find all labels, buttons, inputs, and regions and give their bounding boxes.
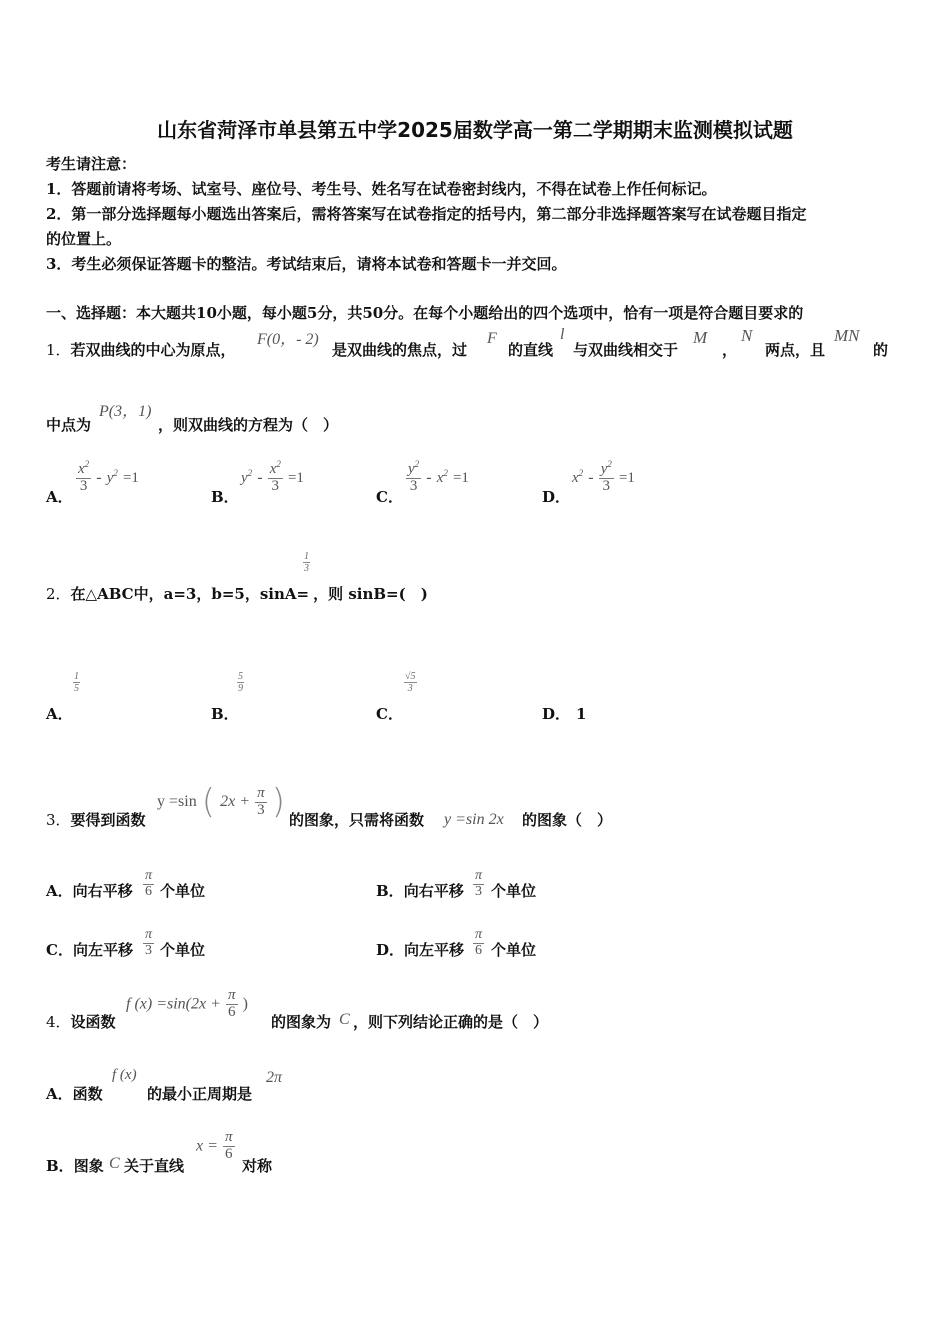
math-midpoint: P(3，1) [99, 403, 152, 420]
question-number: 1． [46, 341, 71, 359]
notice-item: 2．第一部分选择题每小题选出答案后，需将答案写在试卷指定的括号内，第二部分非选择题答案写在试卷题目指定 [46, 205, 807, 223]
option-b: B．图象 [46, 1157, 104, 1175]
question-4-text: 的图象为 [271, 1013, 332, 1031]
question-2: 2．在△ABC中，a=3，b=5，sinA= ，则 sinB=( ) [46, 585, 428, 603]
option-label: C． [376, 705, 403, 723]
question-1-text: 两点，且 [765, 341, 826, 359]
option-d-formula: $x^2$ - $\frac{y^2}{3}$ =1 [572, 459, 635, 494]
option-c-unit: 个单位 [160, 941, 206, 959]
section-heading: 一、选择题：本大题共10小题，每小题5分，共50分。在每个小题给出的四个选项中，恰有一项是符合题目要求的 [46, 304, 804, 322]
formula-target: y =sin ( 2x + $\frac{\pi}{3}$ ) [157, 782, 286, 822]
question-1-text: 的 [873, 341, 889, 359]
option-b-fraction: 5 9 [238, 671, 243, 694]
math-focus: F(0，- 2) [257, 331, 319, 348]
option-label: A． [46, 705, 73, 723]
option-label: C． [376, 488, 403, 506]
option-a-fraction: 1 5 [74, 671, 79, 694]
math-var: l [560, 326, 565, 343]
math-var: C [339, 1011, 350, 1028]
question-1-text: 中点为 [46, 416, 92, 434]
question-1-text: ，则双曲线的方程为（ ） [158, 416, 339, 434]
math-var: C [109, 1155, 120, 1172]
option-label: A． [46, 488, 73, 506]
option-c-formula: $\frac{y^2}{3}$ - $x^2 =1$ [408, 459, 469, 494]
sinA-fraction: 1 3 [304, 551, 309, 574]
option-c: C．向左平移 [46, 941, 133, 959]
notice-item: 3．考生必须保证答题卡的整洁。考试结束后，请将本试卷和答题卡一并交回。 [46, 255, 567, 273]
option-c-fraction: $\frac{\pi}{3}$ [145, 927, 153, 958]
math-var: F [487, 330, 497, 347]
option-b-fraction: $\frac{\pi}{3}$ [475, 868, 483, 899]
formula-source: y =sin 2x [444, 811, 504, 828]
question-3-text: 的图象（ ） [522, 811, 613, 829]
math-var: M [693, 328, 708, 347]
math-var: MN [834, 326, 860, 345]
formula-line: x = $\frac{\pi}{6}$ [196, 1129, 233, 1162]
question-1-text: 是双曲线的焦点，过 [332, 341, 468, 359]
option-b: B．向右平移 [376, 882, 464, 900]
option-a: A．函数 [46, 1085, 103, 1103]
formula-f: f (x) =sin(2x + $\frac{\pi}{6}$ ) [126, 987, 248, 1020]
question-3-text: 3．要得到函数 [46, 811, 146, 829]
option-d-unit: 个单位 [491, 941, 537, 959]
option-label: B． [211, 705, 239, 723]
math-var: N [741, 326, 753, 345]
question-4-text: ，则下列结论正确的是（ ） [353, 1013, 549, 1031]
option-a-fraction: $\frac{\pi}{6}$ [145, 868, 153, 899]
notice-item: 1．答题前请将考场、试室号、座位号、考生号、姓名写在试卷密封线内，不得在试卷上作任何标记。 [46, 180, 717, 198]
option-b-formula: $y^2$ - $\frac{x^2}{3}$ =1 [241, 459, 304, 494]
option-d: D．向左平移 [376, 941, 465, 959]
notice-item: 的位置上。 [46, 230, 122, 248]
option-label: B． [211, 488, 239, 506]
option-b-text: 对称 [242, 1157, 273, 1175]
math-period: 2π [266, 1069, 283, 1086]
option-b-unit: 个单位 [491, 882, 537, 900]
option-a-formula: $\frac{x^2}{3}$ - $y^2 =1$ [78, 459, 139, 494]
option-d: D． 1 [542, 705, 587, 723]
question-3-text: 的图象，只需将函数 [289, 811, 425, 829]
notice-heading: 考生请注意： [46, 155, 137, 173]
option-b-text: 关于直线 [124, 1157, 185, 1175]
question-4-text: 4．设函数 [46, 1013, 116, 1031]
math-fx: f (x) [112, 1067, 137, 1083]
option-d-fraction: $\frac{\pi}{6}$ [475, 927, 483, 958]
option-a-text: 的最小正周期是 [147, 1085, 253, 1103]
question-1-line1: 1．若双曲线的中心为原点， [46, 341, 236, 359]
option-a-unit: 个单位 [160, 882, 206, 900]
question-1-text: 的直线 [508, 341, 554, 359]
page-title: 山东省菏泽市单县第五中学2025届数学高一第二学期期末监测模拟试题 [157, 118, 793, 142]
question-1-text: ， [722, 341, 738, 359]
option-a: A．向右平移 [46, 882, 133, 900]
option-label: D． [542, 488, 571, 506]
question-1-text: 与双曲线相交于 [573, 341, 679, 359]
option-c-fraction: √5 3 [405, 671, 416, 694]
